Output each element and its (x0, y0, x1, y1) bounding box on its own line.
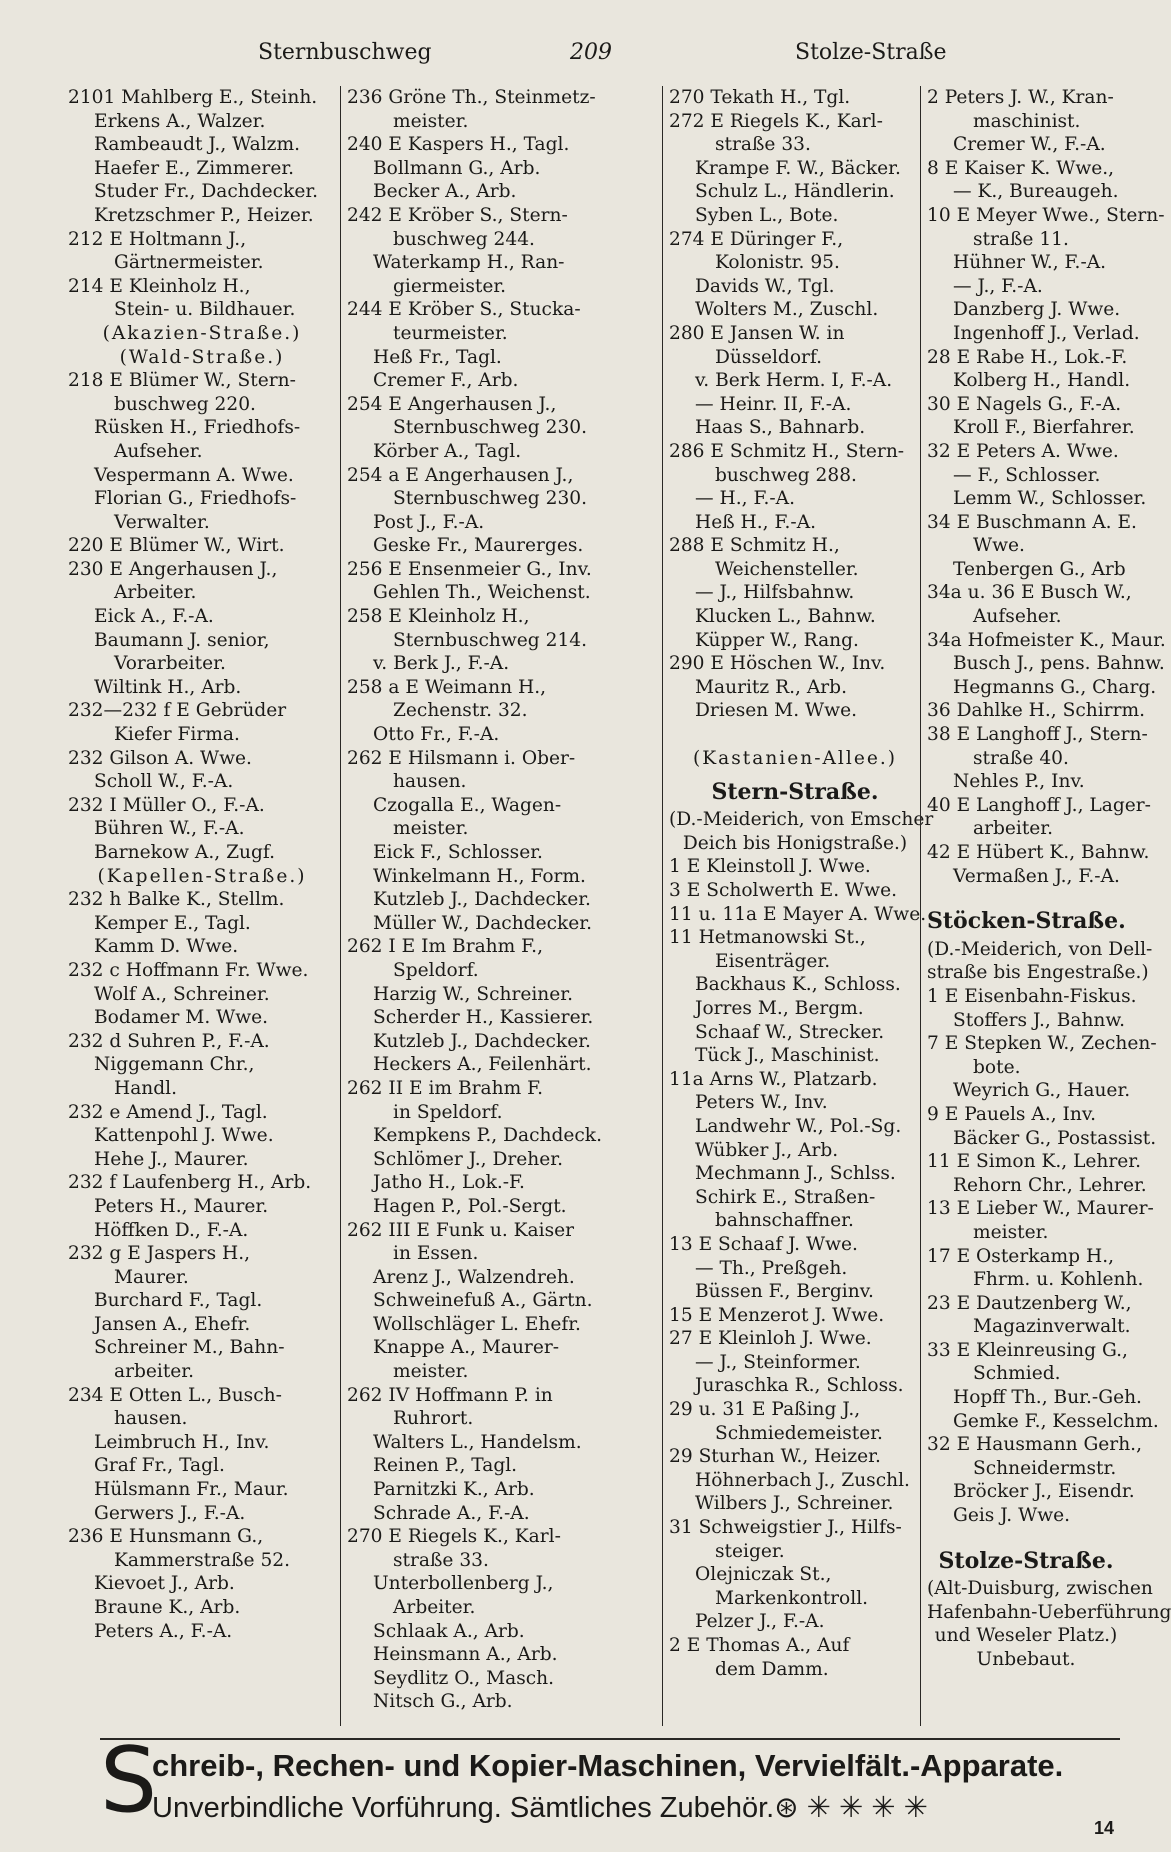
directory-entry: Burchard F., Tagl. (94, 1290, 263, 1312)
directory-entry: 8 E Kaiser K. Wwe., (927, 157, 1115, 179)
directory-entry: Geis J. Wwe. (953, 1505, 1071, 1527)
directory-entry: 1 E Eisenbahn-Fiskus. (927, 985, 1137, 1007)
directory-entry: Eick F., Schlosser. (373, 842, 543, 863)
directory-entry: bahnschaffner. (715, 1210, 854, 1232)
directory-entry: Schaaf W., Strecker. (695, 1021, 885, 1043)
directory-entry: Schneidermstr. (973, 1457, 1117, 1479)
directory-entry: Wolters M., Zuschl. (695, 299, 879, 321)
directory-entry: hausen. (114, 1408, 188, 1430)
directory-entry: Kolberg H., Handl. (953, 370, 1131, 392)
directory-entry: 11 u. 11a E Mayer A. Wwe. (669, 903, 927, 925)
directory-entry: Walters L., Handelsm. (373, 1431, 582, 1453)
directory-entry: 242 E Kröber S., Stern- (347, 204, 568, 226)
directory-entry: 42 E Hübert K., Bahnw. (927, 842, 1150, 863)
directory-entry: 232 g E Jaspers H., (68, 1243, 251, 1265)
cross-street-marker: (Kastanien-Allee.) (692, 748, 897, 770)
directory-entry: Reinen P., Tagl. (373, 1455, 518, 1477)
directory-entry: 214 E Kleinholz H., (68, 275, 251, 297)
directory-entry: Schlömer J., Dreher. (373, 1148, 563, 1170)
directory-entry: straße 33. (715, 134, 811, 156)
directory-entry: 262 III E Funk u. Kaiser (347, 1219, 575, 1241)
directory-entry: Schulz L., Händlerin. (695, 181, 895, 203)
directory-entry: 258 E Kleinholz H., (347, 606, 530, 628)
header-left: Sternbuschweg (258, 40, 432, 65)
directory-entry: 28 E Rabe H., Lok.-F. (927, 346, 1128, 368)
directory-entry: Bröcker J., Eisendr. (953, 1481, 1135, 1503)
directory-entry: Waterkamp H., Ran- (373, 252, 565, 274)
directory-entry: 212 E Holtmann J., (68, 228, 247, 250)
directory-entry: Mauritz R., Arb. (695, 676, 847, 698)
directory-entry: Kroll F., Bierfahrer. (953, 417, 1135, 439)
directory-entry: Scherder H., Kassierer. (373, 1007, 594, 1029)
directory-entry: Heß Fr., Tagl. (373, 346, 502, 368)
directory-entry: (D.-Meiderich, von Emscher (669, 809, 934, 831)
directory-entry: Braune K., Arb. (94, 1597, 241, 1618)
directory-entry: 232 Gilson A. Wwe. (68, 747, 252, 769)
directory-entry: Sternbuschweg 214. (393, 629, 588, 651)
directory-entry: Olejniczak St., (695, 1564, 832, 1586)
directory-entry: Kutzleb J., Dachdecker. (373, 1030, 591, 1052)
directory-entry: Harzig W., Schreiner. (373, 983, 574, 1005)
directory-entry: meister. (973, 1221, 1049, 1243)
directory-entry: Weichensteller. (715, 558, 859, 580)
directory-entry: Tenbergen G., Arb (953, 558, 1126, 580)
directory-entry: Kutzleb J., Dachdecker. (373, 889, 591, 911)
directory-entry: 29 Sturhan W., Heizer. (669, 1446, 881, 1468)
directory-entry: meister. (393, 110, 469, 132)
directory-entry: 272 E Riegels K., Karl- (669, 110, 883, 132)
directory-entry: 234 E Otten L., Busch- (68, 1384, 282, 1406)
directory-entry: Kiefer Firma. (114, 724, 240, 746)
directory-entry: Schmied. (973, 1363, 1061, 1385)
directory-entry: Vespermann A. Wwe. (94, 464, 294, 486)
directory-entry: Kemper E., Tagl. (94, 912, 251, 934)
directory-entry: Büssen F., Berginv. (695, 1281, 874, 1303)
column-4 (920, 86, 1171, 1726)
directory-entry: Gerwers J., F.-A. (94, 1502, 246, 1524)
advertisement (100, 1728, 1120, 1850)
directory-entry: buschweg 288. (715, 464, 857, 486)
directory-entry: 232 f Laufenberg H., Arb. (68, 1172, 312, 1194)
directory-entry: — Heinr. II, F.-A. (695, 393, 852, 415)
directory-entry: Zechenstr. 32. (393, 700, 528, 722)
directory-entry: Backhaus K., Schloss. (695, 974, 901, 996)
directory-entry: Becker A., Arb. (373, 181, 517, 203)
directory-entry: dem Damm. (715, 1658, 829, 1680)
directory-entry: Maurer. (114, 1266, 189, 1288)
directory-entry: 230 E Angerhausen J., (68, 558, 278, 580)
directory-entry: 32 E Hausmann Gerh., (927, 1434, 1142, 1456)
directory-entry: Rehorn Chr., Lehrer. (953, 1174, 1147, 1196)
directory-entry: Danzberg J. Wwe. (953, 299, 1121, 321)
directory-entry: Stoffers J., Bahnw. (953, 1009, 1126, 1031)
directory-entry: — J., F.-A. (953, 275, 1043, 297)
directory-entry: 232 d Suhren P., F.-A. (68, 1030, 270, 1052)
street-heading: Stöcken-Straße. (927, 908, 1126, 935)
directory-entry: Wolf A., Schreiner. (94, 983, 270, 1005)
directory-entry: Nehles P., Inv. (953, 771, 1085, 793)
directory-entry: 2 Peters J. W., Kran- (927, 87, 1114, 108)
directory-entry: — H., F.-A. (695, 488, 795, 510)
directory-entry: Baumann J. senior, (94, 629, 270, 651)
directory-entry: Haas S., Bahnarb. (695, 417, 866, 439)
directory-entry: 254 E Angerhausen J., (347, 393, 557, 415)
directory-entry: 288 E Schmitz H., (669, 535, 840, 557)
directory-entry: Geske Fr., Maurerges. (373, 535, 584, 557)
directory-entry: Kolonistr. 95. (715, 252, 840, 274)
directory-entry: Schirk E., Straßen- (695, 1186, 876, 1208)
directory-entry: 286 E Schmitz H., Stern- (669, 440, 905, 462)
directory-entry: Bodamer M. Wwe. (94, 1007, 269, 1029)
directory-entry: Seydlitz O., Masch. (373, 1667, 555, 1689)
directory-entry: buschweg 244. (393, 228, 535, 250)
directory-entry: 236 Gröne Th., Steinmetz- (347, 87, 596, 108)
directory-entry: Busch J., pens. Bahnw. (953, 653, 1165, 675)
directory-entry: Landwehr W., Pol.-Sg. (695, 1115, 902, 1137)
directory-entry: Heß H., F.-A. (695, 511, 817, 533)
directory-entry: 9 E Pauels A., Inv. (927, 1103, 1097, 1125)
directory-entry: Knappe A., Maurer- (373, 1337, 559, 1359)
directory-entry: Verwalter. (114, 511, 210, 533)
directory-entry: Kamm D. Wwe. (94, 936, 239, 958)
directory-entry: Jorres M., Bergm. (695, 997, 864, 1019)
directory-entry: Arbeiter. (114, 582, 197, 604)
directory-entry: Eick A., F.-A. (94, 606, 214, 628)
directory-entry: Hegmanns G., Charg. (953, 676, 1157, 698)
directory-entry: 262 I E Im Brahm F., (347, 936, 544, 958)
directory-entry: Hehe J., Maurer. (94, 1148, 249, 1170)
directory-entry: Wollschläger L. Ehefr. (373, 1313, 581, 1335)
directory-entry: 232 h Balke K., Stellm. (68, 889, 285, 911)
directory-entry: meister. (393, 818, 469, 840)
directory-entry: — J., Steinformer. (695, 1351, 861, 1373)
directory-entry: — J., Hilfsbahnw. (695, 582, 855, 604)
directory-entry: Peters H., Maurer. (94, 1195, 269, 1217)
directory-entry: Driesen M. Wwe. (695, 700, 857, 722)
directory-entry: 38 E Langhoff J., Stern- (927, 724, 1148, 746)
column-1 (68, 86, 336, 1726)
directory-entry: Krampe F. W., Bäcker. (695, 157, 901, 179)
cross-street-marker: (Wald-Straße.) (119, 346, 285, 368)
directory-entry: in Speldorf. (393, 1101, 503, 1123)
directory-entry: arbeiter. (114, 1361, 195, 1383)
directory-entry: Rambeaudt J., Walzm. (94, 134, 301, 156)
directory-entry: 262 II E im Brahm F. (347, 1077, 544, 1099)
directory-entry: 232 I Müller O., F.-A. (68, 794, 265, 816)
directory-entry: Parnitzki K., Arb. (373, 1479, 535, 1501)
directory-entry: Gemke F., Kesselchm. (953, 1410, 1159, 1432)
directory-entry: Czogalla E., Wagen- (373, 794, 562, 816)
directory-entry: Davids W., Tgl. (695, 275, 835, 297)
directory-entry: teurmeister. (393, 322, 508, 344)
directory-entry: 11 E Simon K., Lehrer. (927, 1151, 1142, 1173)
directory-entry: Höhnerbach J., Zuschl. (695, 1469, 910, 1491)
directory-entry: 3 E Scholwerth E. Wwe. (669, 880, 897, 901)
directory-entry: Pelzer J., F.-A. (695, 1611, 825, 1633)
directory-entry: Vermaßen J., F.-A. (953, 865, 1120, 887)
directory-entry: 2 E Thomas A., Auf (669, 1635, 850, 1656)
directory-entry: Hopff Th., Bur.-Geh. (953, 1387, 1142, 1409)
directory-entry: Müller W., Dachdecker. (373, 912, 593, 934)
directory-entry: 262 E Hilsmann i. Ober- (347, 747, 576, 769)
directory-entry: 270 E Riegels K., Karl- (347, 1526, 561, 1548)
directory-entry (669, 735, 921, 747)
directory-entry: Nitsch G., Arb. (373, 1691, 513, 1713)
directory-entry: 256 E Ensenmeier G., Inv. (347, 558, 592, 580)
directory-entry: — Th., Preßgeh. (695, 1257, 848, 1279)
directory-entry: in Essen. (393, 1243, 479, 1265)
directory-entry: Bollmann G., Arb. (373, 157, 541, 179)
directory-entry: 236 E Hunsmann G., (68, 1526, 264, 1548)
directory-entry: Klucken L., Bahnw. (695, 606, 876, 628)
directory-entry: straße 11. (973, 228, 1069, 250)
cross-street-marker: (Kapellen-Straße.) (97, 865, 307, 887)
street-heading: Stolze-Straße. (938, 1547, 1114, 1574)
directory-entry: Hülsmann Fr., Maur. (94, 1479, 289, 1501)
directory-entry: Stein- u. Bildhauer. (114, 299, 296, 321)
directory-entry: arbeiter. (973, 818, 1054, 840)
directory-entry: 1 E Kleinstoll J. Wwe. (669, 856, 871, 878)
directory-entry: 40 E Langhoff J., Lager- (927, 794, 1151, 816)
directory-entry: giermeister. (393, 275, 507, 297)
directory-entry: Florian G., Friedhofs- (94, 488, 297, 510)
directory-entry: Kattenpohl J. Wwe. (94, 1125, 274, 1147)
directory-entry: 7 E Stepken W., Zechen- (927, 1033, 1157, 1055)
directory-entry: Markenkontroll. (715, 1587, 869, 1609)
directory-entry: Ruhrort. (393, 1408, 474, 1430)
directory-entry: Aufseher. (114, 440, 203, 462)
directory-entry: v. Berk J., F.-A. (373, 653, 510, 675)
directory-entry: 290 E Höschen W., Inv. (669, 653, 886, 675)
directory-entry: 254 a E Angerhausen J., (347, 464, 574, 486)
directory-entry (927, 888, 1125, 900)
directory-entry: Handl. (114, 1077, 178, 1099)
directory-entry: Unterbollenberg J., (373, 1573, 554, 1595)
directory-entry: Otto Fr., F.-A. (373, 724, 500, 746)
directory-entry: Bäcker G., Postassist. (953, 1127, 1157, 1149)
directory-entry: Kempkens P., Dachdeck. (373, 1125, 602, 1147)
directory-entry: Syben L., Bote. (695, 204, 839, 226)
directory-entry: 32 E Peters A. Wwe. (927, 440, 1119, 462)
directory-entry: 11a Arns W., Platzarb. (669, 1068, 878, 1090)
directory-entry: Körber A., Tagl. (373, 440, 522, 462)
directory-entry: Cremer W., F.-A. (953, 134, 1106, 156)
directory-entry: 34 E Buschmann A. E. (927, 511, 1137, 533)
directory-entry: 13 E Schaaf J. Wwe. (669, 1233, 858, 1255)
directory-entry (927, 1528, 1125, 1540)
directory-entry: Gärtnermeister. (114, 252, 264, 274)
directory-entry: 11 Hetmanowski St., (669, 927, 866, 949)
directory-entry: 274 E Düringer F., (669, 228, 844, 250)
directory-entry: Tück J., Maschinist. (695, 1045, 880, 1067)
directory-entry: v. Berk Herm. I, F.-A. (695, 370, 893, 392)
directory-entry: Schweinefuß A., Gärtn. (373, 1290, 593, 1312)
directory-entry: (D.-Meiderich, von Dell- (927, 938, 1153, 960)
header-right: Stolze-Straße (795, 40, 947, 65)
directory-entry: 244 E Kröber S., Stucka- (347, 299, 581, 321)
directory-entry: Jatho H., Lok.-F. (373, 1172, 525, 1194)
directory-entry: Schmiedemeister. (715, 1422, 883, 1444)
directory-entry: Schlaak A., Arb. (373, 1620, 525, 1642)
directory-entry: Hagen P., Pol.-Sergt. (373, 1195, 567, 1217)
directory-entry: 15 E Menzerot J. Wwe. (669, 1304, 885, 1326)
directory-entry: Hühner W., F.-A. (953, 252, 1107, 274)
directory-entry: Sternbuschweg 230. (393, 488, 588, 510)
directory-entry: meister. (393, 1361, 469, 1383)
directory-entry: 34a u. 36 E Busch W., (927, 582, 1132, 604)
directory-entry: Vorarbeiter. (114, 653, 226, 675)
directory-entry: Kammerstraße 52. (114, 1549, 291, 1571)
directory-entry: Magazinverwalt. (973, 1316, 1131, 1338)
directory-entry: 36 Dahlke H., Schirrm. (927, 700, 1146, 722)
directory-entry: Peters A., F.-A. (94, 1620, 233, 1642)
directory-entry: Heckers A., Feilenhärt. (373, 1054, 592, 1076)
directory-entry: Kretzschmer P., Heizer. (94, 204, 314, 226)
directory-entry: 33 E Kleinreusing G., (927, 1339, 1128, 1361)
directory-entry: Wübker J., Arb. (695, 1139, 839, 1161)
directory-entry: Cremer F., Arb. (373, 370, 519, 392)
directory-entry: Leimbruch H., Inv. (94, 1431, 270, 1453)
directory-entry: 258 a E Weimann H., (347, 676, 547, 698)
directory-entry: Jansen A., Ehefr. (94, 1313, 251, 1335)
directory-entry: Speldorf. (393, 959, 479, 981)
directory-entry: Wiltink H., Arb. (94, 676, 242, 698)
directory-entry: Ingenhoff J., Verlad. (953, 322, 1140, 344)
ad-initial: S (100, 1728, 158, 1833)
directory-entry: 232 c Hoffmann Fr. Wwe. (68, 959, 309, 981)
directory-entry: Barnekow A., Zugf. (94, 842, 275, 863)
directory-entry: Aufseher. (973, 606, 1062, 628)
cross-street-marker: (Akazien-Straße.) (102, 322, 302, 344)
directory-entry: 220 E Blümer W., Wirt. (68, 535, 285, 557)
directory-entry: Unbebaut. (976, 1649, 1076, 1670)
directory-entry: 218 E Blümer W., Stern- (68, 370, 296, 392)
directory-entry: Weyrich G., Hauer. (953, 1080, 1131, 1102)
directory-entry: Graf Fr., Tagl. (94, 1455, 225, 1477)
directory-entry: 13 E Lieber W., Maurer- (927, 1198, 1154, 1220)
directory-entry: steiger. (715, 1540, 785, 1562)
directory-entry: Niggemann Chr., (94, 1054, 255, 1076)
running-header (0, 40, 1154, 70)
directory-columns (68, 86, 1171, 1726)
directory-entry: Sternbuschweg 230. (393, 417, 588, 439)
directory-entry: 27 E Kleinloh J. Wwe. (669, 1328, 872, 1350)
directory-entry: Deich bis Honigstraße.) (682, 832, 908, 854)
directory-entry: straße 40. (973, 747, 1069, 769)
directory-entry: Mechmann J., Schlss. (695, 1163, 896, 1185)
directory-entry: Eisenträger. (715, 950, 831, 972)
directory-entry: Studer Fr., Dachdecker. (94, 181, 319, 203)
directory-entry: straße 33. (393, 1549, 489, 1571)
directory-entry: Höffken D., F.-A. (94, 1219, 249, 1241)
directory-entry: Heinsmann A., Arb. (373, 1644, 558, 1666)
column-3 (662, 86, 934, 1726)
directory-entry: 2101 Mahlberg E., Steinh. (68, 87, 318, 108)
street-heading: Stern-Straße. (711, 778, 879, 805)
page-number: 14 (1093, 1818, 1114, 1838)
directory-entry: maschinist. (973, 110, 1081, 132)
page-number-header: 209 (570, 40, 612, 65)
directory-entry: 262 IV Hoffmann P. in (347, 1384, 553, 1406)
directory-entry: Schreiner M., Bahn- (94, 1337, 285, 1359)
directory-entry: und Weseler Platz.) (934, 1625, 1118, 1647)
ad-line-1: chreib-, Rechen- und Kopier-Maschinen, Vervielfält.-Apparate. (152, 1748, 1064, 1783)
directory-entry: 280 E Jansen W. in (669, 322, 845, 344)
directory-entry: 232 e Amend J., Tagl. (68, 1101, 268, 1123)
directory-entry: Haefer E., Zimmerer. (94, 157, 295, 179)
directory-entry: 23 E Dautzenberg W., (927, 1292, 1132, 1314)
directory-entry: 31 Schweigstier J., Hilfs- (669, 1517, 902, 1539)
directory-entry: Post J., F.-A. (373, 511, 485, 533)
directory-entry: Hafenbahn-Ueberführung (927, 1601, 1171, 1623)
directory-entry: Juraschka R., Schloss. (695, 1375, 904, 1397)
directory-entry: 34a Hofmeister K., Maur. (927, 629, 1166, 651)
directory-entry: Erkens A., Walzer. (94, 110, 266, 132)
directory-entry (669, 723, 921, 735)
directory-entry: 17 E Osterkamp H., (927, 1245, 1115, 1267)
directory-entry: — F., Schlosser. (953, 464, 1101, 486)
directory-entry: Kievoet J., Arb. (94, 1573, 235, 1595)
directory-entry: 232—232 f E Gebrüder (68, 700, 287, 722)
directory-entry: Rüsken H., Friedhofs- (94, 417, 301, 439)
directory-entry: — K., Bureaugeh. (953, 181, 1119, 203)
directory-entry: bote. (973, 1056, 1021, 1078)
directory-entry: 10 E Meyer Wwe., Stern- (927, 204, 1165, 226)
directory-entry: 30 E Nagels G., F.-A. (927, 393, 1122, 415)
directory-entry: (Alt-Duisburg, zwischen (927, 1578, 1153, 1600)
directory-entry: 29 u. 31 E Paßing J., (669, 1399, 861, 1421)
directory-entry: 240 E Kaspers H., Tagl. (347, 134, 570, 156)
directory-entry: straße bis Engestraße.) (927, 962, 1149, 984)
directory-entry: Schrade A., F.-A. (373, 1502, 530, 1524)
column-2 (340, 86, 663, 1726)
directory-entry: buschweg 220. (114, 393, 256, 415)
directory-entry: Gehlen Th., Weichenst. (373, 582, 591, 604)
directory-entry: Arbeiter. (393, 1597, 476, 1618)
directory-entry: Arenz J., Walzendreh. (373, 1266, 575, 1288)
directory-entry: Düsseldorf. (715, 346, 823, 368)
directory-entry: Wwe. (973, 535, 1025, 557)
directory-entry: Peters W., Inv. (695, 1092, 828, 1114)
directory-entry: Küpper W., Rang. (695, 629, 859, 651)
directory-entry: 270 Tekath H., Tgl. (669, 87, 851, 108)
ad-line-2: Unverbindliche Vorführung. Sämtliches Zubehör.⊛ ✳ ✳ ✳ ✳ (152, 1792, 928, 1824)
directory-entry: Wilbers J., Schreiner. (695, 1493, 894, 1515)
directory-entry: Lemm W., Schlosser. (953, 488, 1147, 510)
directory-entry: Fhrm. u. Kohlenh. (973, 1269, 1144, 1291)
directory-entry: hausen. (393, 771, 467, 793)
directory-entry: Scholl W., F.-A. (94, 771, 234, 793)
directory-entry: Bühren W., F.-A. (94, 818, 245, 840)
directory-entry: Winkelmann H., Form. (373, 865, 586, 887)
